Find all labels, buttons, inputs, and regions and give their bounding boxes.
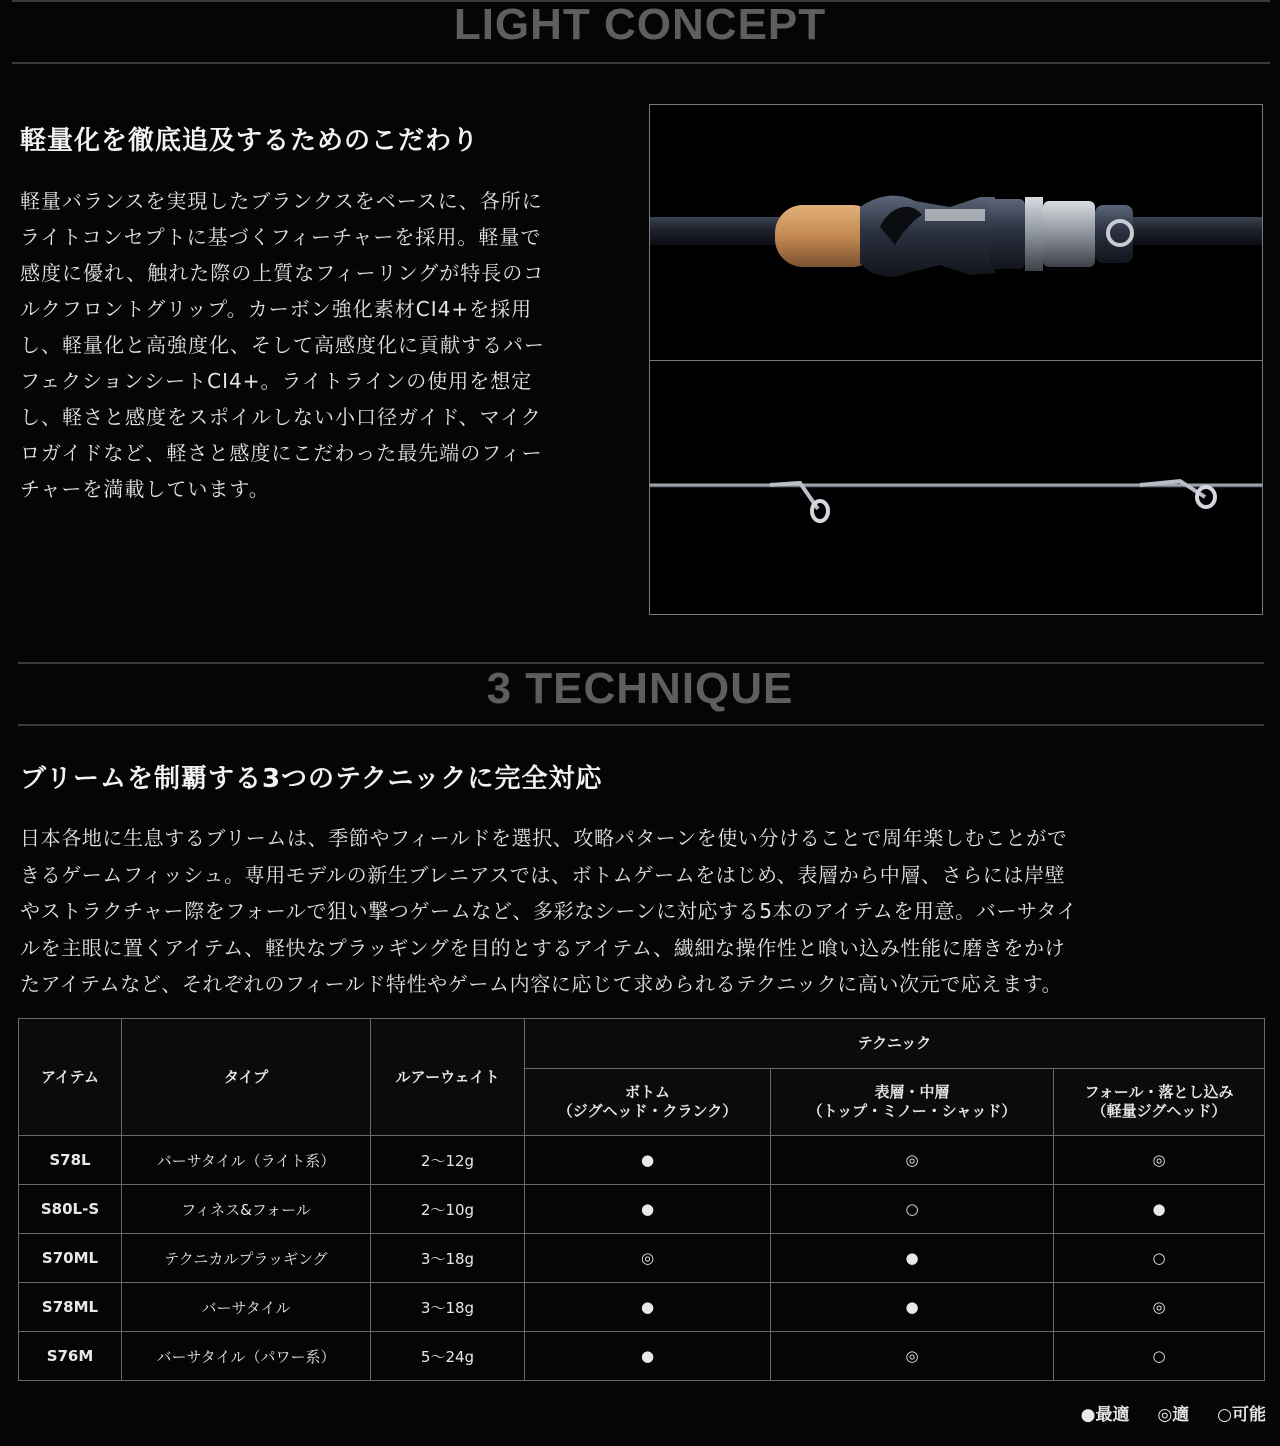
rod-grip-image: [650, 105, 1262, 359]
paragraph-line: し、軽さと感度をスポイルしない小口径ガイド、マイク: [20, 405, 542, 429]
header-bottom: [525, 1069, 771, 1136]
cell-surface-mark: ●: [771, 1234, 1054, 1283]
cell-weight: 2〜12g: [371, 1136, 525, 1185]
cell-weight: 3〜18g: [371, 1283, 525, 1332]
header-surface-label: 表層・中層: [874, 1083, 950, 1101]
header-fall-sub: （軽量ジグヘッド）: [1091, 1102, 1227, 1120]
technique-paragraph: [20, 820, 1270, 1003]
cell-weight: 3〜18g: [371, 1234, 525, 1283]
paragraph-line: きるゲームフィッシュ。専用モデルの新生ブレニアスでは、ボトムゲームをはじめ、表層から中層、さらには岸壁: [20, 862, 1066, 887]
paragraph-line: フェクションシートCI4+。ライトラインの使用を想定: [20, 369, 533, 393]
cell-bottom-mark: ●: [525, 1185, 771, 1234]
paragraph-line: 感度に優れ、触れた際の上質なフィーリングが特長のコ: [20, 261, 545, 285]
cell-surface-mark: ●: [771, 1283, 1054, 1332]
cell-bottom-mark: ●: [525, 1283, 771, 1332]
table-row: [19, 1332, 1265, 1381]
cell-fall-mark: ◎: [1054, 1136, 1265, 1185]
cell-type: テクニカルプラッギング: [122, 1234, 371, 1283]
technique-title: 3 TECHNIQUE: [486, 664, 794, 713]
table-row: [19, 1283, 1265, 1332]
cell-bottom-mark: ●: [525, 1136, 771, 1185]
paragraph-line: たアイテムなど、それぞれのフィールド特性やゲーム内容に応じて求められるテクニックに高い次元で応えます。: [20, 972, 1063, 996]
header-fall-label: フォール・落とし込み: [1084, 1083, 1234, 1101]
technique-heading: ブリームを制覇する3つのテクニックに完全対応: [20, 764, 603, 794]
paragraph-line: ライトコンセプトに基づくフィーチャーを採用。軽量で: [20, 225, 542, 249]
cell-item: S78ML: [19, 1283, 122, 1332]
light-concept-paragraph: [20, 183, 635, 507]
cell-surface-mark: ◎: [771, 1136, 1054, 1185]
legend-possible: ○可能: [1217, 1405, 1266, 1425]
cell-type: フィネス&フォール: [122, 1185, 371, 1234]
technique-bottom-rule: [18, 724, 1264, 726]
table-header-row: [19, 1019, 1265, 1069]
cell-fall-mark: ○: [1054, 1234, 1265, 1283]
cell-surface-mark: ◎: [771, 1332, 1054, 1381]
rating-legend: [1059, 1400, 1266, 1425]
paragraph-line: チャーを満載しています。: [20, 477, 270, 501]
cell-type: バーサタイル: [122, 1283, 371, 1332]
cell-type: バーサタイル（パワー系）: [122, 1332, 371, 1381]
rod-photo: [649, 104, 1263, 615]
paragraph-line: ロガイドなど、軽さと感度にこだわった最先端のフィー: [20, 441, 543, 465]
cell-item: S80L-S: [19, 1185, 122, 1234]
cell-surface-mark: ○: [771, 1185, 1054, 1234]
legend-good: ◎適: [1157, 1405, 1190, 1425]
header-fall: [1054, 1069, 1265, 1136]
cell-bottom-mark: ●: [525, 1332, 771, 1381]
table-row: [19, 1185, 1265, 1234]
cell-type: バーサタイル（ライト系）: [122, 1136, 371, 1185]
cell-weight: 2〜10g: [371, 1185, 525, 1234]
cell-item: S70ML: [19, 1234, 122, 1283]
cell-fall-mark: ●: [1054, 1185, 1265, 1234]
cell-fall-mark: ◎: [1054, 1283, 1265, 1332]
header-surface-sub: （トップ・ミノー・シャッド）: [807, 1102, 1017, 1120]
paragraph-line: 軽量バランスを実現したブランクスをベースに、各所に: [20, 189, 543, 213]
paragraph-line: ルを主眼に置くアイテム、軽快なプラッギングを目的とするアイテム、繊細な操作性と喰い込み性能に磨きをかけ: [20, 935, 1066, 960]
header-item: アイテム: [19, 1019, 122, 1136]
legend-best: ●最適: [1080, 1405, 1130, 1425]
header-bottom-sub: （ジグヘッド・クランク）: [557, 1102, 738, 1120]
header-technique: テクニック: [525, 1019, 1265, 1069]
header-type: タイプ: [122, 1019, 371, 1136]
light-concept-rule: [12, 62, 1270, 64]
paragraph-line: ルクフロントグリップ。カーボン強化素材CI4+を採用: [20, 297, 533, 321]
header-bottom-label: ボトム: [624, 1083, 670, 1101]
cell-bottom-mark: ◎: [525, 1234, 771, 1283]
paragraph-line: やストラクチャー際をフォールで狙い撃つゲームなど、多彩なシーンに対応する5本のアイテムを用意。バーサタイ: [20, 899, 1078, 923]
cell-item: S76M: [19, 1332, 122, 1381]
paragraph-line: 日本各地に生息するブリームは、季節やフィールドを選択、攻略パターンを使い分けることで周年楽しむことがで: [20, 826, 1068, 850]
light-concept-title: LIGHT CONCEPT: [453, 0, 827, 49]
table-row: [19, 1234, 1265, 1283]
header-surface: [771, 1069, 1054, 1136]
table-row: [19, 1136, 1265, 1185]
technique-table: [18, 1018, 1265, 1381]
cell-weight: 5〜24g: [371, 1332, 525, 1381]
cell-fall-mark: ○: [1054, 1332, 1265, 1381]
light-concept-heading: 軽量化を徹底追及するためのこだわり: [20, 126, 480, 156]
paragraph-line: し、軽量化と高強度化、そして高感度化に貢献するパー: [20, 333, 545, 357]
rod-guide-image: [650, 361, 1262, 615]
header-lure-weight: ルアーウェイト: [371, 1019, 525, 1136]
cell-item: S78L: [19, 1136, 122, 1185]
